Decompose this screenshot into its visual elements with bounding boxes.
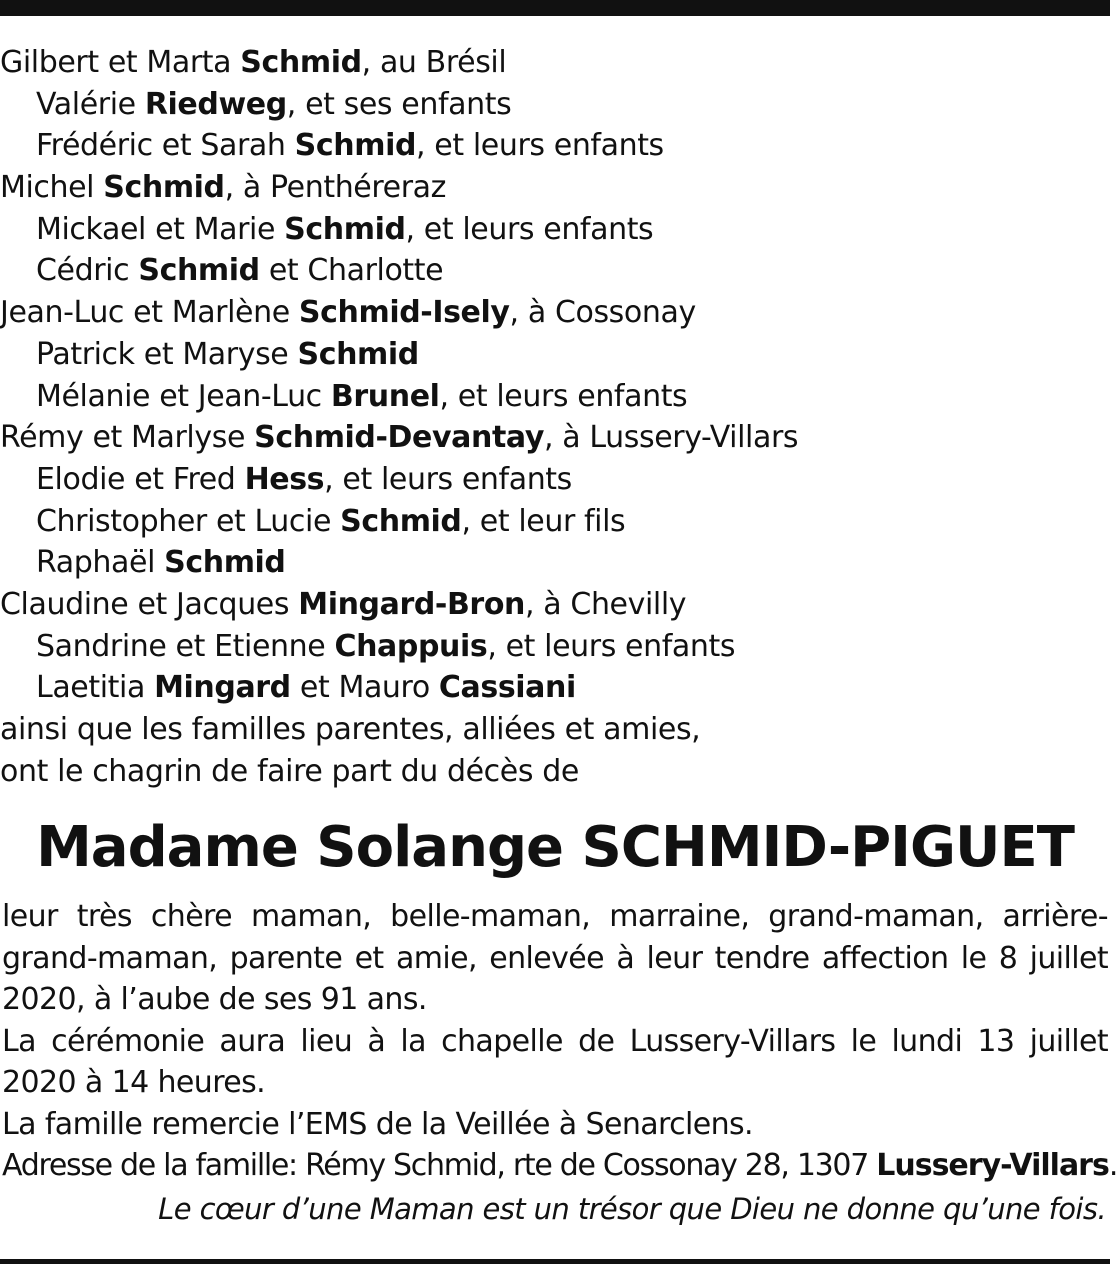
family-line-jean-luc: Jean-Luc et Marlène Schmid-Isely, à Cossonay bbox=[0, 295, 696, 331]
ceremony-paragraph: La cérémonie aura lieu à la chapelle de Lussery-Villars le lundi 13 juillet 2020 à 14 heures. bbox=[2, 1023, 1108, 1100]
family-surname: Schmid bbox=[103, 170, 225, 206]
family-line-laetitia: Laetitia Mingard et Mauro Cassiani bbox=[36, 670, 576, 706]
family-line-elodie: Elodie et Fred Hess, et leurs enfants bbox=[36, 461, 572, 497]
family-surname: Schmid-Devantay bbox=[254, 420, 544, 456]
family-surname: Riedweg bbox=[144, 86, 287, 122]
closing-quote: Le cœur d’une Maman est un trésor que Dieu ne donne qu’une fois. bbox=[158, 1191, 1106, 1226]
family-surname: Mingard bbox=[154, 670, 291, 706]
family-surname: Schmid bbox=[284, 211, 406, 247]
family-address: Adresse de la famille: Rémy Schmid, rte de Cossonay 28, 1307 Lussery-Villars. bbox=[2, 1148, 1117, 1183]
family-surname: Chappuis bbox=[334, 628, 488, 664]
closing-line-families: ainsi que les familles parentes, alliées et amies, bbox=[0, 712, 701, 747]
family-line-valerie: Valérie Riedweg, et ses enfants bbox=[36, 86, 512, 122]
family-line-raphael: Raphaël Schmid bbox=[36, 545, 286, 581]
family-surname: Schmid bbox=[340, 503, 462, 539]
family-line-cedric: Cédric Schmid et Charlotte bbox=[36, 253, 444, 289]
family-surname: Cassiani bbox=[438, 670, 576, 706]
family-line-gilbert: Gilbert et Marta Schmid, au Brésil bbox=[0, 45, 507, 80]
family-surname: Schmid bbox=[164, 545, 286, 581]
family-line-remy: Rémy et Marlyse Schmid-Devantay, à Lussery-Villars bbox=[0, 420, 799, 456]
tribute-paragraph: leur très chère maman, belle-maman, marraine, grand-maman, arrière-grand-maman, parente et amie, enlevée à leur tendre affection le 8 juillet 2020, à l’aube de ses 91 ans. bbox=[2, 899, 1108, 1017]
notice-text bbox=[2, 896, 1117, 1231]
family-line-mickael: Mickael et Marie Schmid, et leurs enfants bbox=[36, 211, 654, 247]
bottom-rule bbox=[0, 1259, 1110, 1264]
family-list bbox=[0, 42, 1110, 792]
family-surname: Mingard-Bron bbox=[298, 586, 525, 622]
family-surname: Brunel bbox=[330, 378, 440, 414]
family-line-claudine: Claudine et Jacques Mingard-Bron, à Chevilly bbox=[0, 586, 687, 622]
top-rule bbox=[0, 0, 1110, 16]
family-line-sandrine: Sandrine et Etienne Chappuis, et leurs enfants bbox=[36, 628, 736, 664]
family-surname: Schmid bbox=[297, 336, 419, 372]
deceased-name: Madame Solange SCHMID-PIGUET bbox=[36, 815, 1074, 880]
closing-line-announcement: ont le chagrin de faire part du décès de bbox=[0, 753, 579, 789]
family-surname: Schmid bbox=[240, 45, 362, 80]
address-locality: Lussery-Villars bbox=[876, 1148, 1109, 1183]
family-line-michel: Michel Schmid, à Penthéreraz bbox=[0, 170, 446, 206]
family-line-melanie: Mélanie et Jean-Luc Brunel, et leurs enfants bbox=[36, 378, 688, 414]
family-surname: Hess bbox=[244, 461, 325, 497]
family-line-christopher: Christopher et Lucie Schmid, et leur fils bbox=[36, 503, 626, 539]
family-line-frederic: Frédéric et Sarah Schmid, et leurs enfants bbox=[36, 128, 664, 164]
thanks-paragraph: La famille remercie l’EMS de la Veillée à Senarclens. bbox=[2, 1106, 753, 1142]
family-surname: Schmid bbox=[294, 128, 417, 164]
family-line-patrick: Patrick et Maryse Schmid bbox=[36, 336, 419, 372]
family-surname: Schmid bbox=[138, 253, 260, 289]
family-surname: Schmid-Isely bbox=[298, 295, 510, 331]
